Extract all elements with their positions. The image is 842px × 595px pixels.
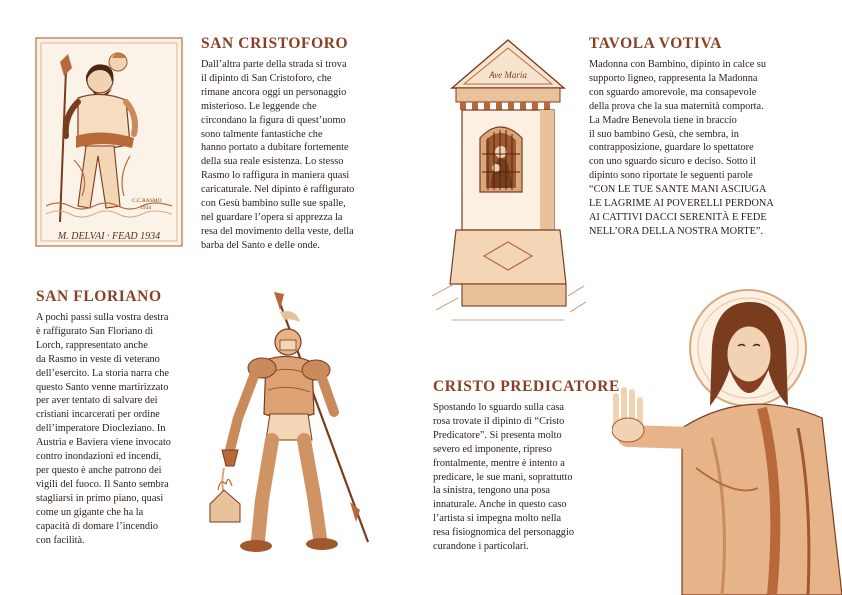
section-body: A pochi passi sulla vostra destra è raffigurato San Floriano di Lorch, rappresentato anche da Rasmo in veste di veterano dell’esercito. La storia narra che questo Santo venne martirizzato per aver tentato di salvare dei cristiani incarcerati per ordine dell’imperatore Diocleziano. In Austria e Baviera viene invocato contro inondazioni ed incendi, per questo è anche patrono dei vigili del fuoco. Il Santo sembra stagliarsi in primo piano, quasi come un gigante che ha la capacità di domare l’incendio con facilità. xyxy=(36,312,171,546)
section-title: SAN CRISTOFORO xyxy=(201,35,349,52)
section-title: SAN FLORIANO xyxy=(36,288,162,305)
cristoforo-small-label: C.C.RASMO xyxy=(132,198,162,204)
section-body: Madonna con Bambino, dipinto in calce su supporto ligneo, rappresenta la Madonna con sguardo amorevole, ma consapevole della prova che la sua maternità comporta. La Madre Benevola tiene in braccio il suo bambino Gesù, che sembra, in contrapposizione, guardare lo spettatore con uno sguardo sicuro e deciso. Sotto il dipinto sono riportate le seguenti parole “CON LE TUE SANTE MANI ASCIUGA LE LAGRIME AI POVERELLI PERDONA AI CATTIVI DACCI SERENITÀ E FEDE NELL’ORA DELLA NOSTRA MORTE”. xyxy=(589,59,774,237)
section-body: Spostando lo sguardo sulla casa rosa trovate il dipinto di “Cristo Predicatore”. Si presenta molto severo ed imponente, ripreso frontalmente, mentre è intento a predicare, le sue mani, soprattutto la sinistra, tengono una posa innaturale. Anche in questo caso l’artista si impegna molto nella resa fisiognomica del personaggio curandone i particolari. xyxy=(433,402,574,553)
section-title: TAVOLA VOTIVA xyxy=(589,35,723,52)
section-tavola-votiva xyxy=(589,35,774,239)
section-cristo-predicatore xyxy=(433,378,620,554)
san-cristoforo-illustration xyxy=(34,36,184,248)
section-title: CRISTO PREDICATORE xyxy=(433,378,620,395)
tavola-votiva-illustration xyxy=(428,34,588,330)
votiva-inscription: Ave Maria xyxy=(489,70,527,80)
section-san-floriano xyxy=(36,288,171,547)
section-body: Dall’altra parte della strada si trova il dipinto di San Cristoforo, che rimane ancora oggi un personaggio misterioso. Le leggende che circondano la figura di quest’uomo sono talmente fantastiche che hanno portato a dubitare fortemente della sua reale esistenza. Lo stesso Rasmo lo raffigura in maniera quasi caricaturale. Nel dipinto è raffigurato con Gesù bambino sulle sue spalle, nel guardare l’opera si apprezza la resa del movimento della veste, della barba del Santo e delle onde. xyxy=(201,59,355,251)
san-floriano-illustration xyxy=(200,290,376,560)
cristoforo-small-year: 1934 xyxy=(140,205,151,211)
section-san-cristoforo xyxy=(201,35,354,253)
cristoforo-signature: M. DELVAI · FEAD 1934 xyxy=(57,231,161,242)
cristo-predicatore-illustration xyxy=(612,288,842,595)
